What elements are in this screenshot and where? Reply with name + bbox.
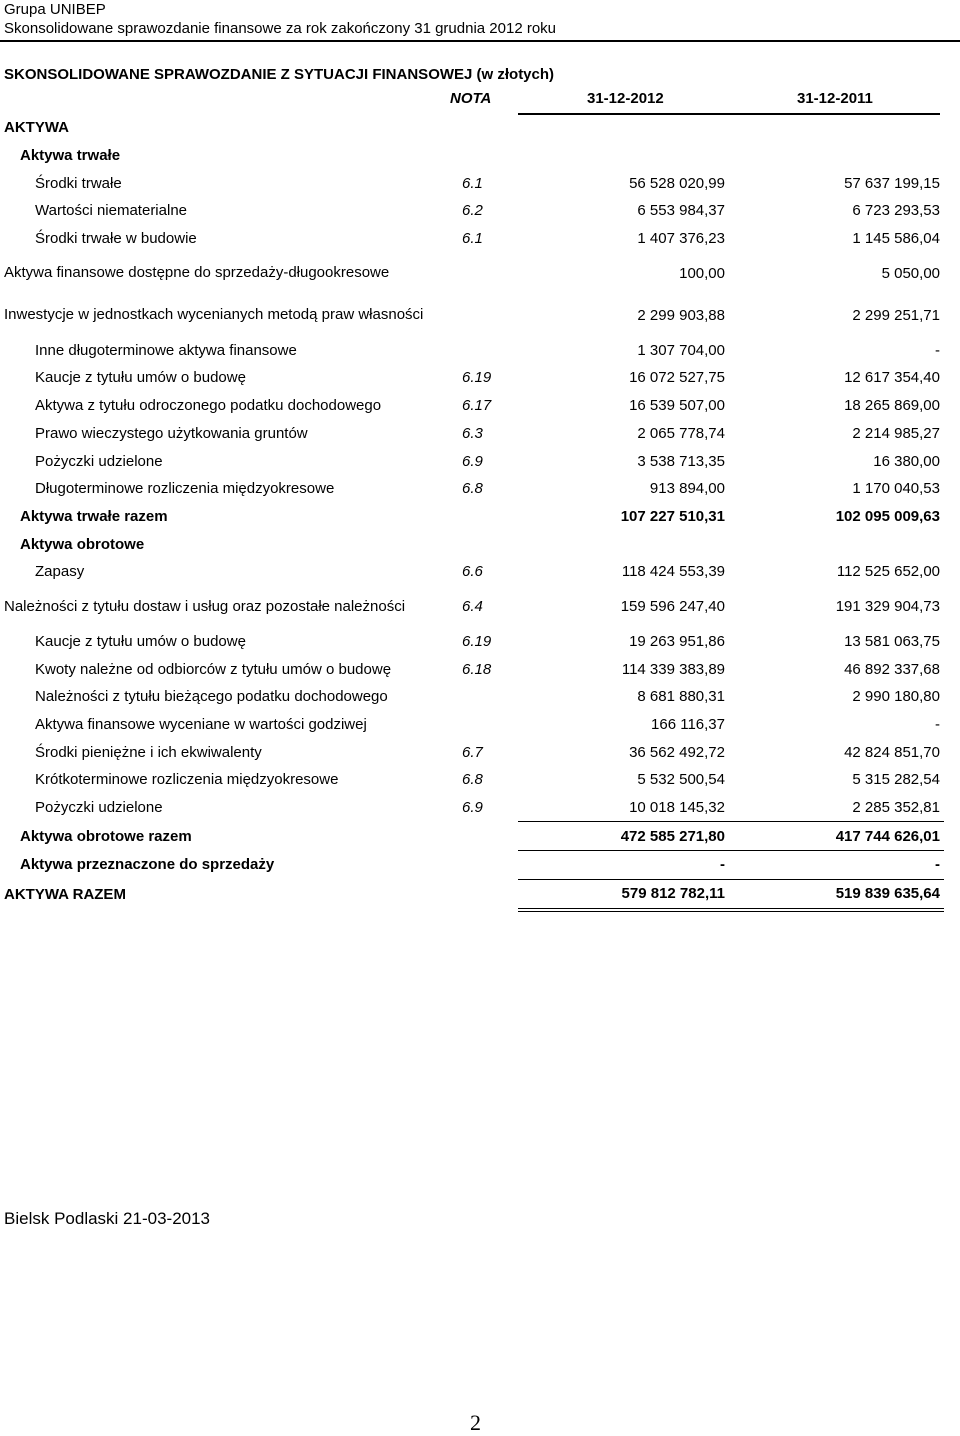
row-label: Pożyczki udzielone [35,799,163,817]
row-value-2012 [518,530,729,558]
table-row [4,364,944,392]
table-row [4,738,944,766]
row-nota [462,530,518,558]
row-value-2011: 1 145 586,04 [852,230,940,248]
row-nota: 6.19 [462,632,492,650]
company-name: Grupa UNIBEP [4,1,106,18]
table-row [4,766,944,794]
row-nota: 6.6 [462,563,483,581]
row-value-2012 [518,114,729,142]
place-and-date: Bielsk Podlaski 21-03-2013 [4,1209,211,1228]
column-header-2012: 31-12-2012 [587,90,664,107]
row-nota: 6.18 [462,660,492,678]
row-value-2012: 36 562 492,72 [629,743,725,761]
row-value-2012: 2 299 903,88 [637,306,725,324]
subtotal-row [4,503,944,531]
row-value-2011: 191 329 904,73 [835,598,940,616]
row-label: Krótkoterminowe rozliczenia międzyokresowe [35,771,339,789]
document-header [4,0,556,38]
row-label: Inne długoterminowe aktywa finansowe [35,341,297,359]
row-label: AKTYWA [4,119,69,137]
table-row [4,420,944,448]
row-value-2012: 579 812 782,11 [518,879,729,909]
table-row [4,252,944,294]
row-label: Aktywa obrotowe [20,535,145,553]
table-row [4,586,944,628]
row-label: Pożyczki udzielone [35,452,163,470]
row-value-2011: 6 723 293,53 [852,202,940,220]
row-value-2011: 2 285 352,81 [852,799,940,817]
row-value-2012: 3 538 713,35 [637,452,725,470]
row-label: Aktywa finansowe wyceniane w wartości godziwej [35,716,367,734]
subtotal-row [4,851,944,880]
row-label: Aktywa z tytułu odroczonego podatku dochodowego [35,397,382,415]
row-value-2011: 1 170 040,53 [852,480,940,498]
row-value-2011: 2 299 251,71 [852,306,940,324]
subtotal-row [4,822,944,851]
table-row [4,711,944,739]
table-row [4,169,944,197]
column-header-nota: NOTA [450,90,492,107]
row-nota: 6.1 [462,230,483,248]
row-label: Inwestycje w jednostkach wycenianych metodą praw własności [4,306,424,324]
row-value-2011: 2 214 985,27 [852,424,940,442]
row-value-2012: 118 424 553,39 [621,563,725,581]
row-nota [462,294,518,336]
row-nota [462,851,518,880]
table-row [4,197,944,225]
row-value-2011: 519 839 635,64 [729,879,944,909]
row-nota [462,879,518,909]
report-subtitle: Skonsolidowane sprawozdanie finansowe za rok zakończony 31 grudnia 2012 roku [4,20,557,37]
row-nota: 6.17 [462,397,492,415]
row-value-2011: 57 637 199,15 [844,174,940,192]
row-value-2011: 112 525 652,00 [836,563,940,581]
table-row [4,114,944,142]
row-value-2011: 417 744 626,01 [729,822,944,851]
row-label: Kwoty należne od odbiorców z tytułu umów o budowę [35,660,392,678]
table-row [4,142,944,170]
row-nota: 6.8 [462,480,483,498]
row-value-2012: 107 227 510,31 [620,507,725,525]
row-value-2012: 5 532 500,54 [637,771,725,789]
row-nota: 6.9 [462,452,483,470]
row-label: Kaucje z tytułu umów o budowę [35,369,246,387]
row-value-2011: - [935,716,940,734]
row-value-2012: 6 553 984,37 [637,202,725,220]
row-nota: 6.19 [462,369,492,387]
row-nota [462,336,518,364]
row-label: Aktywa obrotowe razem [20,827,192,845]
row-label: Środki trwałe w budowie [35,230,197,248]
row-value-2012: 16 072 527,75 [629,369,725,387]
table-row [4,294,944,336]
row-value-2012: 100,00 [679,264,725,282]
row-label: Należności z tytułu bieżącego podatku dochodowego [35,688,388,706]
table-row [4,794,944,822]
row-value-2012: 913 894,00 [649,480,725,498]
row-label: Środki trwałe [35,174,122,192]
row-nota [462,683,518,711]
row-nota: 6.7 [462,743,483,761]
row-value-2011: 2 990 180,80 [852,688,940,706]
table-row [4,683,944,711]
row-nota [462,822,518,851]
row-nota: 6.3 [462,424,483,442]
row-label: Aktywa trwałe [20,147,121,165]
row-value-2011: - [729,851,944,880]
row-nota: 6.2 [462,202,483,220]
row-value-2011: 13 581 063,75 [844,632,940,650]
row-value-2011: 102 095 009,63 [835,507,940,525]
row-value-2012: 56 528 020,99 [629,174,725,192]
table-row [4,475,944,503]
table-row [4,447,944,475]
table-row [4,392,944,420]
row-label: Wartości niematerialne [35,202,187,220]
row-value-2012: 8 681 880,31 [637,688,725,706]
row-nota [462,503,518,531]
table-row [4,530,944,558]
row-value-2011 [729,530,944,558]
row-value-2012: 19 263 951,86 [629,632,725,650]
header-divider [0,40,960,42]
row-value-2011: - [935,341,940,359]
row-value-2011: 5 050,00 [881,264,940,282]
row-value-2012: 1 407 376,23 [637,230,725,248]
row-value-2012: 1 307 704,00 [637,341,725,359]
row-value-2012: 16 539 507,00 [629,397,725,415]
row-value-2011 [729,142,944,170]
row-label: Długoterminowe rozliczenia międzyokresowe [35,480,335,498]
row-nota: 6.8 [462,771,483,789]
row-nota [462,252,518,294]
row-nota: 6.9 [462,799,483,817]
row-label: Należności z tytułu dostaw i usług oraz pozostałe należności [4,597,406,615]
row-nota [462,711,518,739]
row-value-2011: 5 315 282,54 [852,771,940,789]
row-value-2011: 42 824 851,70 [844,743,940,761]
row-nota [462,114,518,142]
row-nota [462,142,518,170]
table-row [4,336,944,364]
row-label: Aktywa przeznaczone do sprzedaży [20,856,275,874]
row-value-2012: 159 596 247,40 [620,598,725,616]
row-value-2012 [518,142,729,170]
row-value-2011: 16 380,00 [873,452,940,470]
row-label: Kaucje z tytułu umów o budowę [35,632,246,650]
row-value-2012: 114 339 383,89 [621,660,725,678]
row-value-2012: - [518,851,729,880]
row-value-2011: 18 265 869,00 [844,397,940,415]
row-value-2012: 472 585 271,80 [518,822,729,851]
row-label: Zapasy [35,563,85,581]
row-value-2011: 46 892 337,68 [844,660,940,678]
row-label: AKTYWA RAZEM [4,885,126,903]
grand-total-row [4,879,944,909]
row-label: Aktywa finansowe dostępne do sprzedaży-długookresowe [4,264,390,282]
column-header-2011: 31-12-2011 [797,90,873,107]
row-label: Prawo wieczystego użytkowania gruntów [35,424,308,442]
row-nota: 6.1 [462,174,483,192]
table-row [4,655,944,683]
table-row [4,225,944,253]
row-value-2011: 12 617 354,40 [844,369,940,387]
table-row [4,628,944,656]
row-value-2012: 10 018 145,32 [629,799,725,817]
row-value-2011 [729,114,944,142]
balance-sheet-table [4,114,944,912]
row-label: Środki pieniężne i ich ekwiwalenty [35,743,262,761]
row-nota: 6.4 [462,598,483,616]
statement-title: SKONSOLIDOWANE SPRAWOZDANIE Z SYTUACJI FINANSOWEJ (w złotych) [4,66,555,83]
table-row [4,558,944,586]
page-number: 2 [470,1410,481,1435]
row-label: Aktywa trwałe razem [20,507,168,525]
row-value-2012: 166 116,37 [651,716,725,734]
row-value-2012: 2 065 778,74 [637,424,725,442]
